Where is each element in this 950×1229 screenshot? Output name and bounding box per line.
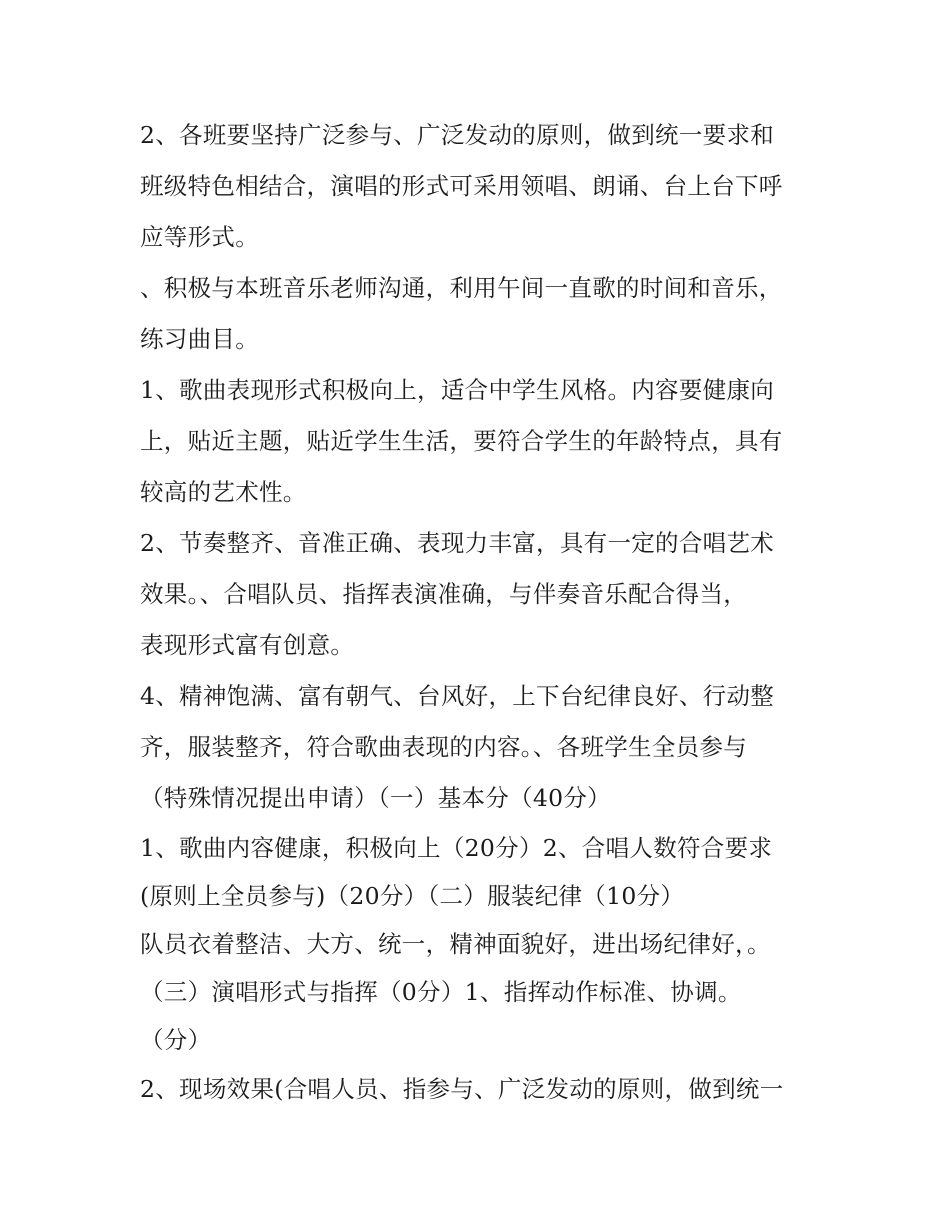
document-body	[140, 110, 820, 1115]
text-line: 上，贴近主题，贴近学生生活，要符合学生的年龄特点，具有	[140, 427, 783, 455]
text-line: 、积极与本班音乐老师沟通，利用午间一直歌的时间和音乐，	[140, 274, 783, 302]
text-line: 4、精神饱满、富有朝气、台风好，上下台纪律良好、行动整	[140, 682, 775, 710]
text-line: 2、现场效果(合唱人员、指参与、广泛发动的原则，做到统一	[140, 1075, 784, 1103]
text-line: （三）演唱形式与指挥（0分）1、指挥动作标准、协调。	[140, 978, 742, 1006]
text-line: （分）	[140, 1026, 212, 1054]
text-line: 2、节奏整齐、音准正确、表现力丰富，具有一定的合唱艺术	[140, 529, 775, 557]
text-line: 齐，服装整齐，符合歌曲表现的内容。、各班学生全员参与	[140, 733, 748, 761]
text-line: 2、各班要坚持广泛参与、广泛发动的原则，做到统一要求和	[140, 121, 775, 149]
text-line: 练习曲目。	[140, 325, 259, 353]
text-line: 应等形式。	[140, 223, 259, 251]
text-line: 较高的艺术性。	[140, 478, 307, 506]
text-line: （特殊情况提出申请）（一）基本分（40分）	[140, 784, 611, 812]
text-line: 1、歌曲表现形式积极向上，适合中学生风格。内容要健康向	[140, 376, 775, 404]
text-line: 队员衣着整洁、大方、统一，精神面貌好，进出场纪律好，。	[140, 930, 771, 958]
text-line: 表现形式富有创意。	[140, 631, 355, 659]
text-line: (原则上全员参与)（20分）（二）服装纪律（10分）	[140, 882, 685, 910]
text-line: 1、歌曲内容健康，积极向上（20分）2、合唱人数符合要求	[140, 834, 773, 862]
text-line: 班级特色相结合，演唱的形式可采用领唱、朗诵、台上台下呼	[140, 172, 783, 200]
text-line: 效果。、合唱队员、指挥表演准确，与伴奏音乐配合得当，	[140, 580, 748, 608]
